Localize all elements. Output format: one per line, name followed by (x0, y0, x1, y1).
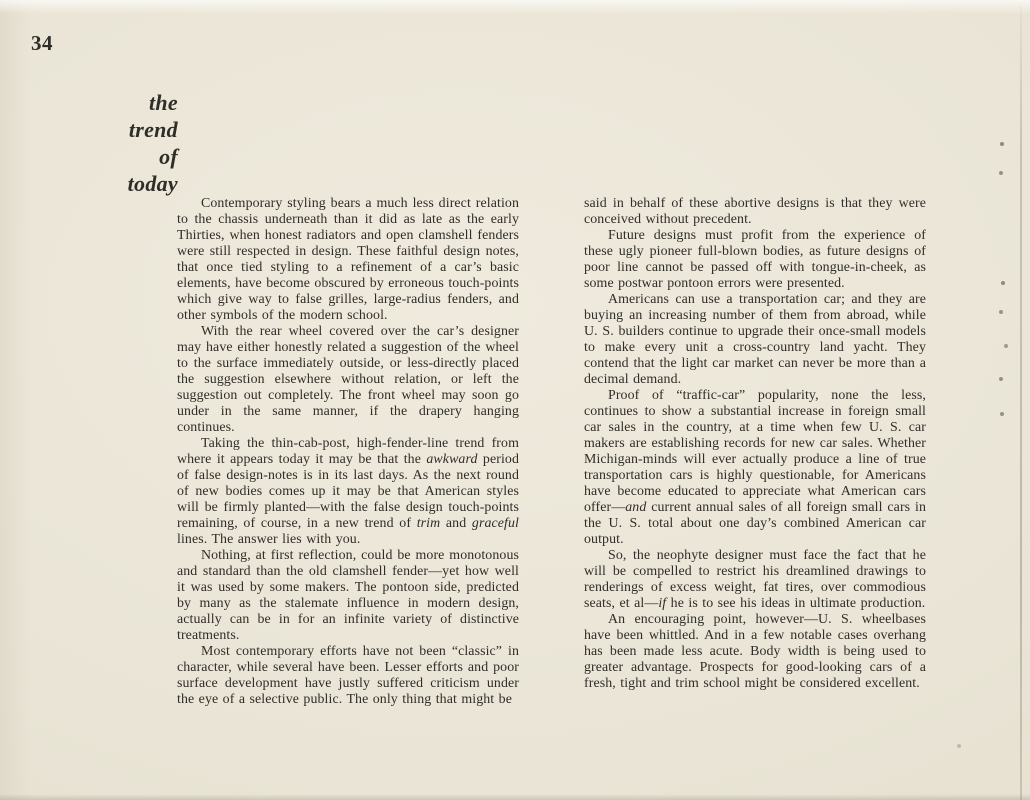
paragraph (177, 644, 519, 708)
paragraph (584, 196, 926, 228)
text-run: and (440, 516, 472, 531)
paragraph (177, 196, 519, 324)
page-number: 34 (31, 31, 53, 55)
text-column-left (177, 196, 519, 708)
italic-run: trim (416, 516, 441, 531)
text-run: With the rear wheel covered over the car’s designer may have either honestly related a suggestion of the wheel to the surface immediately outside, or less-directly placed the suggestion elsewhere without relation, or left the suggestion out completely. The front wheel may soon go under in the same manner, if the drapery hanging continues. (177, 324, 519, 435)
page-edge-shadow (0, 794, 1030, 800)
text-run: Nothing, at first reflection, could be more monotonous and standard than the old clamshell fender—yet how well it was used by some makers. The pontoon side, predicted by many as the stalemate influence in modern design, actually can be in for an infinite variety of distinctive treatments. (177, 548, 519, 643)
paragraph (584, 548, 926, 612)
italic-run: if (658, 596, 667, 611)
paragraph (177, 436, 519, 548)
paragraph (584, 388, 926, 548)
paragraph (584, 228, 926, 292)
text-run: period of false design-notes is in its last days. As the next round of new bodies comes up it may be that American styles will be firmly planted—with the false design touch-points remaining, of course, in a new trend of (177, 452, 520, 531)
italic-run: and (625, 500, 647, 515)
italic-run: graceful (471, 516, 519, 531)
title-line-3: of (159, 144, 178, 169)
title-line-2: trend (128, 117, 178, 142)
title-line-4: today (127, 171, 178, 196)
text-run: said in behalf of these abortive designs is that they were conceived without precedent. (584, 196, 926, 227)
text-run: Most contemporary efforts have not been “classic” in character, while several have been. Lesser efforts and poor surface development have justly suffered criticism under the eye of a selective public. The only thing that might be (177, 644, 519, 707)
italic-run: awkward (426, 452, 478, 467)
text-run: So, the neophyte designer must face the fact that he will be compelled to restrict his dreamlined drawings to renderings of excess weight, fat tires, over commodious seats, et al— (584, 548, 926, 611)
text-run: An encouraging point, however—U. S. wheelbases have been whittled. And in a few notable cases overhang has been made less acute. Body width is being used to greater advantage. Prospects for good-looking cars of a fresh, tight and trim school might be considered excellent. (584, 612, 926, 691)
page-title (68, 89, 178, 197)
text-run: Future designs must profit from the experience of these ugly pioneer full-blown bodies, as future designs of poor line cannot be passed off with tongue-in-cheek, as some postwar pontoon errors were presented. (584, 228, 926, 291)
text-run: he is to see his ideas in ultimate production. (666, 596, 926, 611)
paragraph (177, 324, 519, 436)
scan-specks (0, 0, 2, 2)
paragraph (584, 292, 926, 388)
text-run: current annual sales of all foreign small cars in the U. S. total about one day’s combined American car output. (584, 500, 926, 547)
page-edge-crease (1020, 6, 1022, 800)
paragraph (584, 612, 926, 692)
text-run: Taking the thin-cab-post, high-fender-line trend from where it appears today it may be that the (177, 436, 519, 467)
text-run: Contemporary styling bears a much less direct relation to the chassis underneath than it did as late as the early Thirties, when honest radiators and open clamshell fenders were still respected in design. These faithful design notes, that once tied styling to a refinement of a car’s basic elements, have become obscured by erroneous touch-points which give way to false grilles, large-radius fenders, and other symbols of the modern school. (177, 196, 519, 323)
paragraph (177, 548, 519, 644)
text-run: lines. The answer lies with you. (177, 532, 361, 547)
text-run: Americans can use a transportation car; and they are buying an increasing number of them from abroad, while U. S. builders continue to upgrade their once-small models to make every unit a cross-country land yacht. They contend that the light car market can never be more than a decimal demand. (584, 292, 926, 387)
title-line-1: the (148, 90, 178, 115)
text-column-right (584, 196, 926, 692)
text-run: Proof of “traffic-car” popularity, none the less, continues to show a substantial increase in foreign small car sales in the country, at a time when few U. S. car makers are establishing records for new car sales. Whether Michigan-minds will ever actually produce a line of true transportation cars is highly questionable, for Americans have become educated to appreciate what American cars offer— (584, 388, 926, 515)
